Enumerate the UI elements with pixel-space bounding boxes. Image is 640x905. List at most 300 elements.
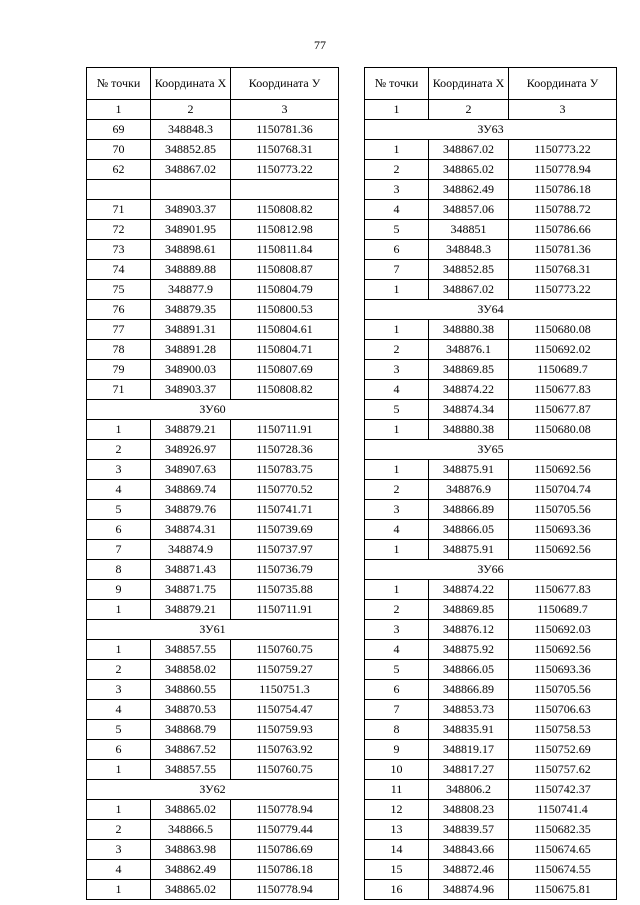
table-row xyxy=(87,560,339,580)
section-row xyxy=(365,300,617,320)
table-row xyxy=(87,260,339,280)
coordinate-y-cell: 1150781.36 xyxy=(509,240,617,260)
table-row xyxy=(87,700,339,720)
coordinate-y-cell: 1150778.94 xyxy=(231,800,339,820)
point-number-cell: 6 xyxy=(365,240,429,260)
point-number-cell: 2 xyxy=(365,480,429,500)
coordinate-x-cell: 348903.37 xyxy=(151,200,231,220)
point-number-cell: 2 xyxy=(87,660,151,680)
table-row xyxy=(87,280,339,300)
coordinate-y-cell: 1150808.82 xyxy=(231,200,339,220)
table-row xyxy=(365,140,617,160)
coordinate-y-cell: 1150778.94 xyxy=(231,880,339,900)
point-number-cell: 75 xyxy=(87,280,151,300)
coordinate-y-cell: 1150807.69 xyxy=(231,360,339,380)
column-number-row xyxy=(365,100,617,120)
coordinate-y-cell: 1150759.27 xyxy=(231,660,339,680)
table-row xyxy=(365,620,617,640)
table-body-right xyxy=(365,68,617,900)
coordinate-x-cell: 348891.28 xyxy=(151,340,231,360)
table-row xyxy=(87,180,339,200)
coordinate-y-cell: 1150812.98 xyxy=(231,220,339,240)
point-number-cell: 16 xyxy=(365,880,429,900)
section-row xyxy=(365,120,617,140)
point-number-cell: 5 xyxy=(365,400,429,420)
coordinate-y-cell: 1150752.69 xyxy=(509,740,617,760)
table-row xyxy=(87,380,339,400)
point-number-cell: 78 xyxy=(87,340,151,360)
coordinate-x-cell: 348866.5 xyxy=(151,820,231,840)
point-number-cell: 73 xyxy=(87,240,151,260)
coordinate-x-cell: 348848.3 xyxy=(151,120,231,140)
coordinate-y-cell: 1150760.75 xyxy=(231,760,339,780)
coordinate-y-cell: 1150808.82 xyxy=(231,380,339,400)
coordinate-x-cell: 348867.52 xyxy=(151,740,231,760)
coordinate-y-cell: 1150692.02 xyxy=(509,340,617,360)
coordinate-x-cell: 348874.31 xyxy=(151,520,231,540)
coordinate-y-cell: 1150754.47 xyxy=(231,700,339,720)
point-number-cell: 1 xyxy=(87,640,151,660)
coordinate-y-cell: 1150768.31 xyxy=(231,140,339,160)
table-row xyxy=(365,460,617,480)
coordinate-x-cell: 348901.95 xyxy=(151,220,231,240)
coordinate-y-cell: 1150786.18 xyxy=(231,860,339,880)
table-row xyxy=(365,680,617,700)
point-number-cell: 13 xyxy=(365,820,429,840)
table-row xyxy=(87,320,339,340)
coordinate-y-cell: 1150689.7 xyxy=(509,600,617,620)
coordinate-x-cell: 348866.05 xyxy=(429,520,509,540)
table-row xyxy=(365,340,617,360)
coordinate-y-cell: 1150768.31 xyxy=(509,260,617,280)
point-number-cell: 6 xyxy=(87,740,151,760)
coordinate-x-cell: 348806.2 xyxy=(429,780,509,800)
coordinate-x-cell: 348808.23 xyxy=(429,800,509,820)
table-row xyxy=(365,660,617,680)
coordinate-y-cell: 1150692.56 xyxy=(509,460,617,480)
coordinate-x-cell: 348874.9 xyxy=(151,540,231,560)
coordinate-x-cell: 348891.31 xyxy=(151,320,231,340)
point-number-cell: 1 xyxy=(87,420,151,440)
point-number-cell: 3 xyxy=(365,180,429,200)
table-row xyxy=(365,180,617,200)
point-number-cell: 8 xyxy=(365,720,429,740)
point-number-cell: 79 xyxy=(87,360,151,380)
table-body-left xyxy=(87,68,339,900)
section-title: ЗУ62 xyxy=(87,780,339,800)
coordinate-y-cell: 1150736.79 xyxy=(231,560,339,580)
table-row xyxy=(87,220,339,240)
table-row xyxy=(87,140,339,160)
table-row xyxy=(365,320,617,340)
header-coordinate-y: Координата У xyxy=(231,68,339,100)
coordinate-x-cell: 348874.22 xyxy=(429,580,509,600)
coordinate-y-cell: 1150680.08 xyxy=(509,420,617,440)
coordinate-y-cell: 1150677.83 xyxy=(509,380,617,400)
coordinate-x-cell: 348867.02 xyxy=(429,140,509,160)
coordinate-y-cell: 1150800.53 xyxy=(231,300,339,320)
table-row xyxy=(87,680,339,700)
coordinate-x-cell: 348865.02 xyxy=(429,160,509,180)
column-number: 2 xyxy=(151,100,231,120)
coordinate-y-cell: 1150705.56 xyxy=(509,500,617,520)
header-coordinate-x: Координата Х xyxy=(429,68,509,100)
coordinate-y-cell: 1150675.81 xyxy=(509,880,617,900)
coordinate-x-cell: 348862.49 xyxy=(429,180,509,200)
section-row xyxy=(365,560,617,580)
coordinate-x-cell: 348857.55 xyxy=(151,640,231,660)
point-number-cell: 4 xyxy=(87,480,151,500)
coordinate-y-cell: 1150760.75 xyxy=(231,640,339,660)
table-row xyxy=(87,120,339,140)
point-number-cell: 3 xyxy=(365,620,429,640)
point-number-cell: 6 xyxy=(87,520,151,540)
coordinate-y-cell: 1150770.52 xyxy=(231,480,339,500)
table-row xyxy=(365,760,617,780)
point-number-cell: 77 xyxy=(87,320,151,340)
point-number-cell: 5 xyxy=(365,220,429,240)
header-row xyxy=(87,68,339,100)
table-row xyxy=(365,500,617,520)
coordinate-x-cell: 348872.46 xyxy=(429,860,509,880)
table-row xyxy=(87,800,339,820)
coordinate-y-cell: 1150804.61 xyxy=(231,320,339,340)
point-number-cell: 69 xyxy=(87,120,151,140)
column-number: 3 xyxy=(231,100,339,120)
point-number-cell: 1 xyxy=(365,540,429,560)
point-number-cell: 2 xyxy=(87,820,151,840)
coordinate-x-cell: 348889.88 xyxy=(151,260,231,280)
coordinate-y-cell: 1150692.56 xyxy=(509,540,617,560)
coordinate-y-cell: 1150763.92 xyxy=(231,740,339,760)
table-row xyxy=(87,420,339,440)
coordinate-x-cell: 348817.27 xyxy=(429,760,509,780)
coordinate-y-cell: 1150786.18 xyxy=(509,180,617,200)
coordinate-y-cell: 1150677.87 xyxy=(509,400,617,420)
coordinate-x-cell: 348907.63 xyxy=(151,460,231,480)
point-number-cell: 6 xyxy=(365,680,429,700)
coordinate-y-cell: 1150704.74 xyxy=(509,480,617,500)
table-row xyxy=(365,160,617,180)
header-coordinate-x: Координата Х xyxy=(151,68,231,100)
coordinate-x-cell: 348870.53 xyxy=(151,700,231,720)
coordinate-x-cell: 348869.74 xyxy=(151,480,231,500)
table-row xyxy=(87,660,339,680)
coordinate-y-cell: 1150711.91 xyxy=(231,420,339,440)
table-row xyxy=(365,880,617,900)
coordinate-x-cell: 348863.98 xyxy=(151,840,231,860)
header-row xyxy=(365,68,617,100)
coordinate-x-cell: 348869.85 xyxy=(429,360,509,380)
table-row xyxy=(365,580,617,600)
table-row xyxy=(365,740,617,760)
table-row xyxy=(365,700,617,720)
point-number-cell: 76 xyxy=(87,300,151,320)
coordinate-y-cell: 1150689.7 xyxy=(509,360,617,380)
table-row xyxy=(365,600,617,620)
point-number-cell: 2 xyxy=(365,600,429,620)
table-row xyxy=(87,840,339,860)
column-number: 1 xyxy=(87,100,151,120)
coordinate-y-cell: 1150742.37 xyxy=(509,780,617,800)
table-row xyxy=(87,200,339,220)
coordinate-x-cell: 348852.85 xyxy=(429,260,509,280)
coordinate-x-cell: 348875.91 xyxy=(429,460,509,480)
table-row xyxy=(87,600,339,620)
header-point-number: № точки xyxy=(365,68,429,100)
coordinate-x-cell: 348866.89 xyxy=(429,500,509,520)
point-number-cell: 3 xyxy=(365,500,429,520)
point-number-cell: 9 xyxy=(365,740,429,760)
point-number-cell: 72 xyxy=(87,220,151,240)
point-number-cell: 12 xyxy=(365,800,429,820)
table-row xyxy=(87,500,339,520)
point-number-cell: 10 xyxy=(365,760,429,780)
table-row xyxy=(365,380,617,400)
coordinate-x-cell: 348860.55 xyxy=(151,680,231,700)
section-title: ЗУ66 xyxy=(365,560,617,580)
coordinate-x-cell: 348819.17 xyxy=(429,740,509,760)
point-number-cell: 1 xyxy=(87,600,151,620)
point-number-cell: 1 xyxy=(87,800,151,820)
coordinate-x-cell: 348848.3 xyxy=(429,240,509,260)
coordinate-x-cell xyxy=(151,180,231,200)
coordinate-y-cell: 1150808.87 xyxy=(231,260,339,280)
point-number-cell: 7 xyxy=(365,700,429,720)
coordinate-y-cell: 1150735.88 xyxy=(231,580,339,600)
point-number-cell: 4 xyxy=(365,200,429,220)
coordinate-x-cell: 348835.91 xyxy=(429,720,509,740)
coordinate-x-cell: 348866.05 xyxy=(429,660,509,680)
section-title: ЗУ61 xyxy=(87,620,339,640)
coordinate-x-cell: 348880.38 xyxy=(429,420,509,440)
column-number: 2 xyxy=(429,100,509,120)
coordinate-x-cell: 348879.21 xyxy=(151,420,231,440)
table-row xyxy=(87,340,339,360)
point-number-cell: 3 xyxy=(87,840,151,860)
coordinate-x-cell: 348852.85 xyxy=(151,140,231,160)
coordinate-y-cell: 1150773.22 xyxy=(509,280,617,300)
point-number-cell: 4 xyxy=(87,860,151,880)
table-row xyxy=(365,240,617,260)
table-row xyxy=(365,540,617,560)
column-number: 1 xyxy=(365,100,429,120)
table-row xyxy=(87,880,339,900)
point-number-cell: 4 xyxy=(365,640,429,660)
point-number-cell: 2 xyxy=(87,440,151,460)
point-number-cell: 1 xyxy=(87,760,151,780)
point-number-cell: 1 xyxy=(365,460,429,480)
coordinate-y-cell: 1150728.36 xyxy=(231,440,339,460)
column-number: 3 xyxy=(509,100,617,120)
coordinate-y-cell: 1150779.44 xyxy=(231,820,339,840)
coordinate-x-cell: 348862.49 xyxy=(151,860,231,880)
coordinate-y-cell: 1150739.69 xyxy=(231,520,339,540)
point-number-cell: 71 xyxy=(87,200,151,220)
table-row xyxy=(365,400,617,420)
section-title: ЗУ65 xyxy=(365,440,617,460)
coordinate-x-cell: 348903.37 xyxy=(151,380,231,400)
point-number-cell: 1 xyxy=(365,320,429,340)
point-number-cell: 2 xyxy=(365,340,429,360)
point-number-cell: 5 xyxy=(365,660,429,680)
coordinate-y-cell: 1150706.63 xyxy=(509,700,617,720)
coordinate-y-cell: 1150759.93 xyxy=(231,720,339,740)
section-row xyxy=(87,780,339,800)
point-number-cell: 11 xyxy=(365,780,429,800)
table-row xyxy=(87,720,339,740)
coordinate-x-cell: 348874.34 xyxy=(429,400,509,420)
coordinate-y-cell: 1150693.36 xyxy=(509,660,617,680)
table-row xyxy=(87,640,339,660)
table-row xyxy=(365,520,617,540)
section-row xyxy=(87,400,339,420)
coordinates-table-left xyxy=(86,67,339,900)
coordinate-x-cell: 348879.21 xyxy=(151,600,231,620)
table-row xyxy=(365,360,617,380)
table-row xyxy=(87,240,339,260)
coordinate-x-cell: 348875.92 xyxy=(429,640,509,660)
coordinate-y-cell: 1150783.75 xyxy=(231,460,339,480)
point-number-cell: 74 xyxy=(87,260,151,280)
point-number-cell: 3 xyxy=(365,360,429,380)
table-row xyxy=(87,860,339,880)
coordinate-y-cell: 1150786.66 xyxy=(509,220,617,240)
point-number-cell: 3 xyxy=(87,460,151,480)
point-number-cell: 1 xyxy=(365,140,429,160)
coordinate-x-cell: 348898.61 xyxy=(151,240,231,260)
point-number-cell: 8 xyxy=(87,560,151,580)
coordinate-x-cell: 348867.02 xyxy=(429,280,509,300)
section-title: ЗУ63 xyxy=(365,120,617,140)
coordinate-y-cell: 1150788.72 xyxy=(509,200,617,220)
section-row xyxy=(365,440,617,460)
table-row xyxy=(365,480,617,500)
point-number-cell: 71 xyxy=(87,380,151,400)
table-row xyxy=(87,540,339,560)
coordinate-y-cell: 1150773.22 xyxy=(509,140,617,160)
coordinate-x-cell: 348900.03 xyxy=(151,360,231,380)
coordinate-y-cell: 1150674.55 xyxy=(509,860,617,880)
point-number-cell: 7 xyxy=(365,260,429,280)
coordinate-x-cell: 348869.85 xyxy=(429,600,509,620)
coordinate-y-cell: 1150693.36 xyxy=(509,520,617,540)
coordinate-x-cell: 348858.02 xyxy=(151,660,231,680)
table-row xyxy=(87,820,339,840)
coordinate-x-cell: 348874.22 xyxy=(429,380,509,400)
coordinate-x-cell: 348843.66 xyxy=(429,840,509,860)
table-row xyxy=(365,200,617,220)
point-number-cell: 70 xyxy=(87,140,151,160)
coordinate-y-cell: 1150741.71 xyxy=(231,500,339,520)
coordinate-y-cell: 1150674.65 xyxy=(509,840,617,860)
point-number-cell: 14 xyxy=(365,840,429,860)
coordinate-y-cell: 1150778.94 xyxy=(509,160,617,180)
table-row xyxy=(365,640,617,660)
coordinate-y-cell: 1150781.36 xyxy=(231,120,339,140)
page-number: 77 xyxy=(314,38,326,52)
coordinate-x-cell: 348857.06 xyxy=(429,200,509,220)
point-number-cell: 5 xyxy=(87,500,151,520)
coordinate-y-cell: 1150811.84 xyxy=(231,240,339,260)
table-row xyxy=(87,580,339,600)
table-row xyxy=(365,720,617,740)
coordinate-x-cell: 348868.79 xyxy=(151,720,231,740)
coordinate-y-cell: 1150680.08 xyxy=(509,320,617,340)
coordinate-x-cell: 348880.38 xyxy=(429,320,509,340)
header-coordinate-y: Координата У xyxy=(509,68,617,100)
coordinate-x-cell: 348851 xyxy=(429,220,509,240)
section-title: ЗУ64 xyxy=(365,300,617,320)
column-number-row xyxy=(87,100,339,120)
table-row xyxy=(87,740,339,760)
table-row xyxy=(87,520,339,540)
coordinate-x-cell: 348877.9 xyxy=(151,280,231,300)
table-row xyxy=(365,860,617,880)
point-number-cell: 1 xyxy=(87,880,151,900)
point-number-cell: 15 xyxy=(365,860,429,880)
coordinate-y-cell: 1150773.22 xyxy=(231,160,339,180)
coordinate-x-cell: 348866.89 xyxy=(429,680,509,700)
coordinate-y-cell: 1150705.56 xyxy=(509,680,617,700)
section-title: ЗУ60 xyxy=(87,400,339,420)
coordinate-x-cell: 348879.76 xyxy=(151,500,231,520)
coordinates-table-right xyxy=(364,67,617,900)
point-number-cell: 4 xyxy=(87,700,151,720)
coordinate-x-cell: 348871.43 xyxy=(151,560,231,580)
point-number-cell: 4 xyxy=(365,380,429,400)
coordinate-y-cell: 1150682.35 xyxy=(509,820,617,840)
coordinate-x-cell: 348926.97 xyxy=(151,440,231,460)
coordinate-y-cell: 1150786.69 xyxy=(231,840,339,860)
coordinate-y-cell: 1150804.71 xyxy=(231,340,339,360)
coordinate-x-cell: 348871.75 xyxy=(151,580,231,600)
point-number-cell xyxy=(87,180,151,200)
section-row xyxy=(87,620,339,640)
point-number-cell: 5 xyxy=(87,720,151,740)
coordinate-x-cell: 348875.91 xyxy=(429,540,509,560)
point-number-cell: 1 xyxy=(365,580,429,600)
table-row xyxy=(365,260,617,280)
point-number-cell: 9 xyxy=(87,580,151,600)
coordinate-x-cell: 348865.02 xyxy=(151,880,231,900)
table-row xyxy=(87,300,339,320)
coordinate-y-cell: 1150677.83 xyxy=(509,580,617,600)
table-row xyxy=(87,480,339,500)
coordinate-y-cell: 1150758.53 xyxy=(509,720,617,740)
point-number-cell: 2 xyxy=(365,160,429,180)
point-number-cell: 4 xyxy=(365,520,429,540)
coordinate-y-cell: 1150751.3 xyxy=(231,680,339,700)
table-row xyxy=(87,360,339,380)
coordinate-y-cell: 1150737.97 xyxy=(231,540,339,560)
coordinate-x-cell: 348876.9 xyxy=(429,480,509,500)
table-row xyxy=(365,800,617,820)
coordinate-y-cell: 1150692.03 xyxy=(509,620,617,640)
coordinate-y-cell: 1150711.91 xyxy=(231,600,339,620)
coordinate-x-cell: 348839.57 xyxy=(429,820,509,840)
table-row xyxy=(365,840,617,860)
table-row xyxy=(365,780,617,800)
point-number-cell: 62 xyxy=(87,160,151,180)
coordinate-x-cell: 348879.35 xyxy=(151,300,231,320)
coordinate-x-cell: 348874.96 xyxy=(429,880,509,900)
coordinate-x-cell: 348876.1 xyxy=(429,340,509,360)
coordinate-y-cell xyxy=(231,180,339,200)
coordinate-x-cell: 348867.02 xyxy=(151,160,231,180)
point-number-cell: 3 xyxy=(87,680,151,700)
table-row xyxy=(365,820,617,840)
